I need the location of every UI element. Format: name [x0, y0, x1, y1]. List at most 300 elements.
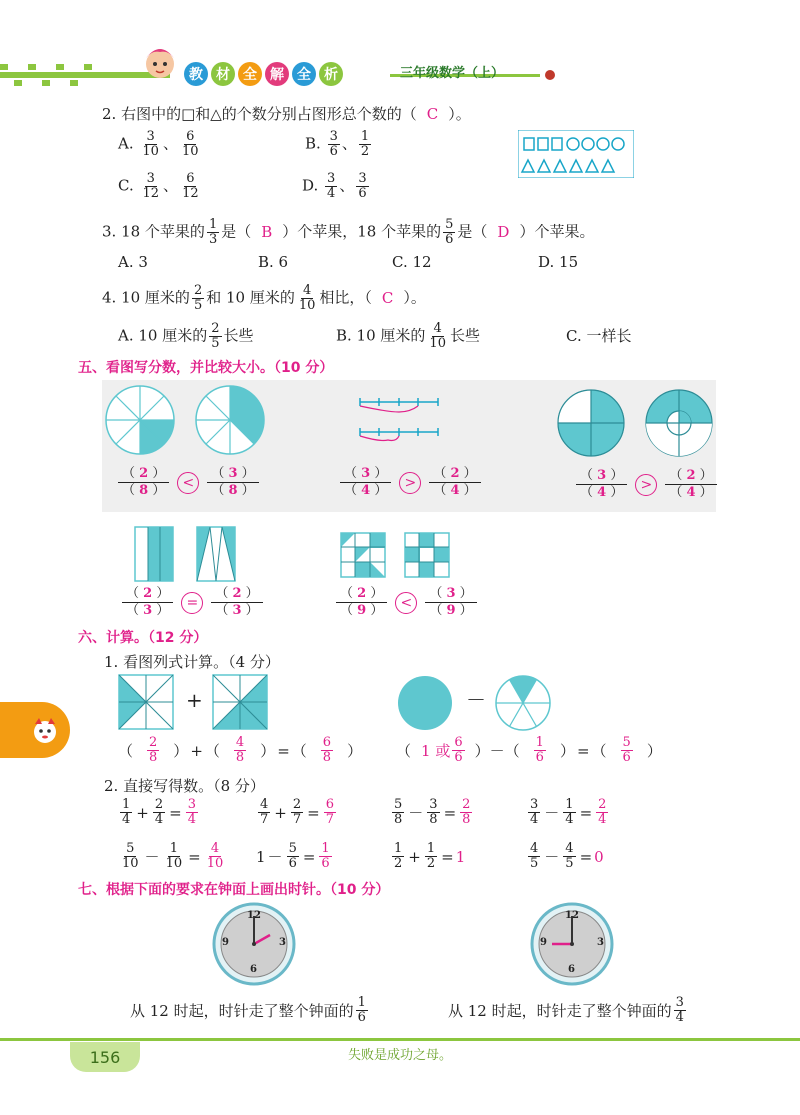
- q3-text: 3. 18 个苹果的: [102, 222, 205, 241]
- q2-close: ）。: [448, 105, 471, 123]
- paren: ）: [646, 741, 662, 760]
- denominator: 6: [357, 1010, 366, 1025]
- fraction: [321, 736, 333, 765]
- numerator: 4: [433, 321, 442, 336]
- denominator: 4: [598, 812, 607, 827]
- fraction: [392, 842, 404, 871]
- numerator: 4: [302, 283, 312, 298]
- sep: 、: [339, 176, 355, 195]
- fraction: [665, 468, 716, 501]
- fraction: [621, 736, 633, 765]
- clock-num-3: 3: [597, 937, 604, 948]
- page-number-badge: [70, 1042, 140, 1072]
- fraction: [209, 322, 221, 351]
- denominator: 5: [211, 336, 220, 351]
- title-char: 全: [292, 62, 316, 86]
- fraction: [120, 798, 132, 827]
- calc-item: [118, 798, 200, 827]
- denominator: （ 8 ）: [122, 483, 166, 498]
- numerator: 4: [565, 841, 574, 856]
- denominator: 4: [327, 186, 336, 201]
- numerator: 4: [235, 735, 245, 750]
- denominator: （ 9 ）: [429, 603, 473, 618]
- fraction: [336, 586, 387, 619]
- numerator: （ 2 ）: [122, 586, 173, 603]
- fraction: [192, 284, 204, 313]
- full-circle: [396, 674, 454, 732]
- option-label: D.: [302, 176, 319, 195]
- q2-option-c: [118, 172, 203, 201]
- grid-ninths-3: [404, 532, 450, 578]
- denominator: 4: [675, 1010, 684, 1025]
- fraction: [328, 130, 340, 159]
- denominator: 6: [358, 186, 367, 201]
- clock-num-9: 9: [222, 937, 229, 948]
- section5-title: 五、看图写分数，并比较大小。（10 分）: [78, 360, 334, 376]
- footer-motto: 失败是成功之母。: [348, 1048, 453, 1063]
- q4-option-text: B. 10 厘米的: [336, 326, 426, 345]
- denominator: 7: [292, 812, 302, 827]
- denominator: 7: [325, 812, 334, 827]
- sep: 、: [163, 176, 179, 195]
- title-char: 析: [319, 62, 343, 86]
- q3-option: C. 12: [392, 253, 432, 271]
- operator: =: [277, 741, 290, 760]
- numerator: 6: [322, 735, 332, 750]
- q4-text: 4. 10 厘米的: [102, 288, 190, 307]
- calc-item: [256, 842, 334, 871]
- numerator: 3: [146, 129, 155, 144]
- fraction: [563, 842, 575, 871]
- equals: =: [302, 847, 316, 866]
- calc-item: [256, 798, 338, 827]
- fraction: [118, 466, 169, 499]
- calc-item: [526, 842, 604, 871]
- paren: （: [291, 741, 307, 760]
- fraction: [356, 172, 368, 201]
- denominator: 2: [426, 856, 436, 871]
- operator: －: [489, 741, 505, 760]
- fraction: [425, 842, 437, 871]
- footer-rule: [0, 1038, 800, 1041]
- numerator: 1: [535, 735, 544, 750]
- numerator: 1: [208, 217, 218, 232]
- pie-eighths-2: [104, 384, 176, 456]
- q3-text: ）个苹果，18 个苹果的: [282, 222, 442, 241]
- fraction: [427, 798, 439, 827]
- numerator: 6: [325, 797, 334, 812]
- denominator: 6: [622, 750, 631, 765]
- q2-stem: [102, 104, 471, 124]
- denominator: （ 4 ）: [344, 483, 388, 498]
- numerator: 4: [210, 841, 220, 856]
- q3-stem: [102, 218, 594, 247]
- numerator: 3: [358, 171, 367, 186]
- numerator: 6: [454, 735, 463, 750]
- denominator: 4: [122, 812, 131, 827]
- numerator: 3: [327, 171, 336, 186]
- compare-symbol: <: [395, 592, 417, 614]
- header-title: [184, 62, 346, 86]
- sep: 、: [341, 134, 357, 153]
- numerator: 4: [260, 797, 269, 812]
- fraction: [207, 466, 258, 499]
- q4-option-text: 长些: [223, 326, 254, 345]
- q4-text: 和 10 厘米的: [206, 288, 295, 307]
- calc-item: [118, 842, 227, 871]
- clock-caption-1: [130, 996, 370, 1025]
- denominator: 2: [360, 144, 370, 159]
- clock-num-6: 6: [568, 964, 575, 975]
- square-eighths-2: [118, 674, 174, 730]
- section6-sub2: 2. 直接写得数。（8 分）: [104, 777, 265, 795]
- numerator: 1: [360, 129, 370, 144]
- denominator: 6: [288, 856, 297, 871]
- equals: =: [579, 803, 593, 822]
- q4-option-text: 长些: [449, 326, 480, 345]
- fraction: [287, 842, 299, 871]
- q3-option: A. 3: [118, 253, 148, 271]
- numerator: 2: [598, 797, 607, 812]
- numerator: 1: [321, 841, 330, 856]
- fraction: [147, 736, 159, 765]
- denominator: 10: [142, 144, 159, 159]
- numerator: （ 2 ）: [211, 586, 262, 603]
- fraction: [576, 468, 627, 501]
- comparison-2: [340, 466, 481, 499]
- numerator: 3: [675, 995, 684, 1010]
- numerator: （ 3 ）: [576, 468, 627, 485]
- denominator: 6: [535, 750, 544, 765]
- den-val: 9: [446, 603, 456, 618]
- section7-title: 七、根据下面的要求在钟面上画出时针。（10 分）: [78, 882, 390, 898]
- numerator: （ 3 ）: [207, 466, 258, 483]
- fraction: [534, 736, 546, 765]
- den-val: 8: [139, 483, 149, 498]
- paren: （: [396, 741, 412, 760]
- pie-sixths-1: [494, 674, 552, 732]
- calc-item: [390, 842, 465, 871]
- clock-1: [212, 902, 296, 986]
- fraction: [164, 842, 185, 871]
- side-tab: [0, 702, 70, 758]
- paren: ）: [474, 741, 490, 760]
- den-val: 4: [597, 485, 607, 500]
- operator: －: [144, 847, 160, 866]
- numerator: 2: [154, 797, 164, 812]
- fraction: [392, 798, 404, 827]
- clock-num-6: 6: [250, 964, 257, 975]
- operator: －: [408, 803, 424, 822]
- den-val: 4: [686, 485, 696, 500]
- numerator: 5: [394, 797, 403, 812]
- denominator: 8: [429, 812, 438, 827]
- compare-symbol: =: [181, 592, 203, 614]
- fraction: [153, 798, 165, 827]
- grid-ninths-2: [340, 532, 386, 578]
- paren: ）: [347, 741, 363, 760]
- fraction: [324, 798, 336, 827]
- fraction: [563, 798, 575, 827]
- minus-sign: －: [466, 688, 486, 712]
- num-val: 2: [686, 468, 696, 483]
- operator: +: [408, 847, 421, 866]
- numerator: 3: [429, 797, 438, 812]
- q4-stem: [102, 284, 426, 313]
- fraction: [186, 798, 198, 827]
- num-val: 2: [450, 466, 460, 481]
- denominator: 10: [165, 856, 183, 871]
- equation-2: [396, 736, 662, 765]
- fraction: [140, 130, 161, 159]
- denominator: 5: [565, 856, 574, 871]
- rect-thirds-2: [134, 526, 174, 582]
- calc-item: [390, 798, 474, 827]
- option-label: C.: [118, 176, 134, 195]
- operator: =: [576, 741, 590, 760]
- denominator: 4: [530, 812, 539, 827]
- fraction: [340, 466, 391, 499]
- operator: +: [274, 803, 287, 822]
- fraction: [258, 798, 270, 827]
- fraction: [180, 172, 201, 201]
- denominator: 10: [298, 298, 316, 313]
- numerator: 5: [622, 735, 631, 750]
- q4-text: ）。: [403, 288, 426, 307]
- numerator: 3: [329, 129, 338, 144]
- fraction: [425, 586, 476, 619]
- denominator: （ 3 ）: [126, 603, 170, 618]
- denominator: 6: [329, 144, 338, 159]
- cat-icon: [30, 716, 60, 746]
- compare-symbol: >: [399, 472, 421, 494]
- fraction: [205, 842, 226, 871]
- numerator: 1: [426, 841, 436, 856]
- circle-quarters-3: [556, 388, 626, 458]
- equals: =: [188, 847, 201, 866]
- pie-eighths-3: [194, 384, 266, 456]
- numerator: 1: [122, 797, 131, 812]
- paren: ）: [559, 741, 575, 760]
- fraction: [325, 172, 337, 201]
- paren: （: [204, 741, 220, 760]
- q3-text: ）个苹果。: [519, 222, 595, 241]
- denominator: （ 3 ）: [215, 603, 259, 618]
- paren: ）: [260, 741, 276, 760]
- den-val: 8: [228, 483, 238, 498]
- q3-answer-2: D: [497, 222, 510, 241]
- numerator: 6: [186, 129, 195, 144]
- clock-num-12: 12: [247, 910, 261, 921]
- fraction: [180, 130, 201, 159]
- num-val: 2: [357, 586, 367, 601]
- numerator: （ 2 ）: [429, 466, 480, 483]
- denominator: （ 4 ）: [669, 485, 713, 500]
- paren: （: [504, 741, 520, 760]
- equals: =: [169, 803, 182, 822]
- denominator: 7: [260, 812, 269, 827]
- mascot-logo: [138, 42, 182, 92]
- option-label: B.: [305, 134, 321, 153]
- q3-option: D. 15: [538, 253, 579, 271]
- equals: =: [579, 847, 593, 866]
- numerator: 2: [462, 797, 471, 812]
- q2-option-d: [302, 172, 371, 201]
- numerator: 5: [126, 841, 135, 856]
- denominator: 8: [235, 750, 245, 765]
- q4-answer: C: [381, 288, 394, 307]
- denominator: 5: [193, 298, 203, 313]
- clock-num-3: 3: [279, 937, 286, 948]
- fraction: [429, 466, 480, 499]
- caption-text: 从 12 时起，时针走了整个钟面的: [130, 1001, 354, 1020]
- operator: －: [544, 847, 560, 866]
- square-eighths-4: [212, 674, 268, 730]
- q2-option-b: [305, 130, 373, 159]
- q4-option-c: C. 一样长: [566, 327, 632, 345]
- den-val: 3: [232, 603, 242, 618]
- denominator: 6: [454, 750, 463, 765]
- operator: +: [190, 741, 203, 760]
- q3-text: 是（: [457, 222, 488, 241]
- num-val: 2: [232, 586, 242, 601]
- page-number: 156: [89, 1047, 121, 1067]
- fraction: [528, 798, 540, 827]
- equals: =: [441, 847, 454, 866]
- numerator: （ 2 ）: [118, 466, 169, 483]
- denominator: 10: [206, 856, 224, 871]
- numerator: （ 2 ）: [336, 586, 387, 603]
- fraction: [528, 842, 540, 871]
- comparison-5: [336, 586, 477, 619]
- comparison-3: [576, 468, 717, 501]
- title-char: 全: [238, 62, 262, 86]
- numerator: 2: [149, 735, 158, 750]
- option-label: A.: [118, 134, 134, 153]
- numerator: 1: [565, 797, 574, 812]
- fraction: [120, 842, 141, 871]
- section6-title: 六、计算。（12 分）: [78, 630, 208, 646]
- numerator: 2: [193, 283, 203, 298]
- result: 0: [594, 847, 604, 866]
- den-val: 9: [357, 603, 367, 618]
- numerator: 2: [211, 321, 220, 336]
- compare-symbol: <: [177, 472, 199, 494]
- paren: （: [118, 741, 134, 760]
- comparison-4: [122, 586, 263, 619]
- den-val: 4: [361, 483, 371, 498]
- denominator: 8: [322, 750, 332, 765]
- fraction: [674, 996, 686, 1025]
- denominator: 10: [181, 144, 199, 159]
- fraction: [596, 798, 608, 827]
- num-val: 3: [361, 466, 371, 481]
- paren: ）: [173, 741, 189, 760]
- equation-1: [118, 736, 362, 765]
- result: 1: [455, 847, 466, 866]
- denominator: 12: [182, 186, 199, 201]
- equals: =: [443, 803, 457, 822]
- sep: 、: [162, 134, 178, 153]
- title-char: 教: [184, 62, 208, 86]
- clock-num-9: 9: [540, 937, 547, 948]
- paren: （: [591, 741, 607, 760]
- numerator: 4: [530, 841, 539, 856]
- caption-text: 从 12 时起，时针走了整个钟面的: [448, 1001, 672, 1020]
- denominator: 10: [429, 336, 446, 351]
- fraction: [359, 130, 371, 159]
- clock-num-12: 12: [565, 910, 579, 921]
- num-val: 2: [143, 586, 153, 601]
- denominator: （ 9 ）: [340, 603, 384, 618]
- den-val: 4: [450, 483, 460, 498]
- calc-item: [526, 798, 610, 827]
- denominator: （ 4 ）: [433, 483, 477, 498]
- rect-triangles-2: [196, 526, 236, 582]
- numerator: 2: [292, 797, 302, 812]
- denominator: 6: [321, 856, 330, 871]
- denominator: 2: [394, 856, 403, 871]
- fraction: [234, 736, 246, 765]
- q3-answer-1: B: [261, 222, 273, 241]
- title-char: 解: [265, 62, 289, 86]
- denominator: 3: [208, 232, 218, 247]
- numerator: 1: [357, 995, 366, 1010]
- plus-sign: +: [186, 688, 203, 712]
- denominator: 5: [530, 856, 539, 871]
- denominator: 8: [149, 750, 158, 765]
- denominator: 4: [565, 812, 574, 827]
- denominator: 4: [187, 812, 196, 827]
- num-val: 3: [228, 466, 238, 481]
- fraction: [141, 172, 162, 201]
- denominator: （ 4 ）: [580, 485, 624, 500]
- denominator: 10: [122, 856, 139, 871]
- q3-option: B. 6: [258, 253, 289, 271]
- numerator: （ 3 ）: [340, 466, 391, 483]
- title-char: 材: [211, 62, 235, 86]
- q4-option-a: [118, 322, 254, 351]
- numerator: 3: [187, 797, 196, 812]
- q4-option-text: A. 10 厘米的: [118, 326, 208, 345]
- denominator: 6: [445, 232, 454, 247]
- den-val: 3: [143, 603, 153, 618]
- section6-sub1: 1. 看图列式计算。（4 分）: [104, 653, 280, 671]
- fraction: [319, 842, 331, 871]
- header-subtitle: 三年级数学（上）: [400, 66, 505, 81]
- equals: =: [307, 803, 320, 822]
- numerator: （ 3 ）: [425, 586, 476, 603]
- q4-text: 相比，（: [319, 288, 372, 307]
- numerator: 3: [530, 797, 539, 812]
- fraction: [356, 996, 368, 1025]
- fraction: [122, 586, 173, 619]
- q2-option-a: [118, 130, 203, 159]
- operator: －: [544, 803, 560, 822]
- denominator: （ 8 ）: [211, 483, 255, 498]
- fraction: [291, 798, 303, 827]
- numerator: （ 2 ）: [665, 468, 716, 485]
- denominator: 12: [142, 186, 160, 201]
- num-val: 3: [597, 468, 607, 483]
- q3-text: 是（: [221, 222, 252, 241]
- numerator: 5: [445, 217, 454, 232]
- shapes-figure: [518, 130, 634, 178]
- denominator: 4: [154, 812, 164, 827]
- alt-answer: 1 或: [421, 741, 451, 760]
- numerator: 6: [186, 171, 195, 186]
- fraction: [460, 798, 472, 827]
